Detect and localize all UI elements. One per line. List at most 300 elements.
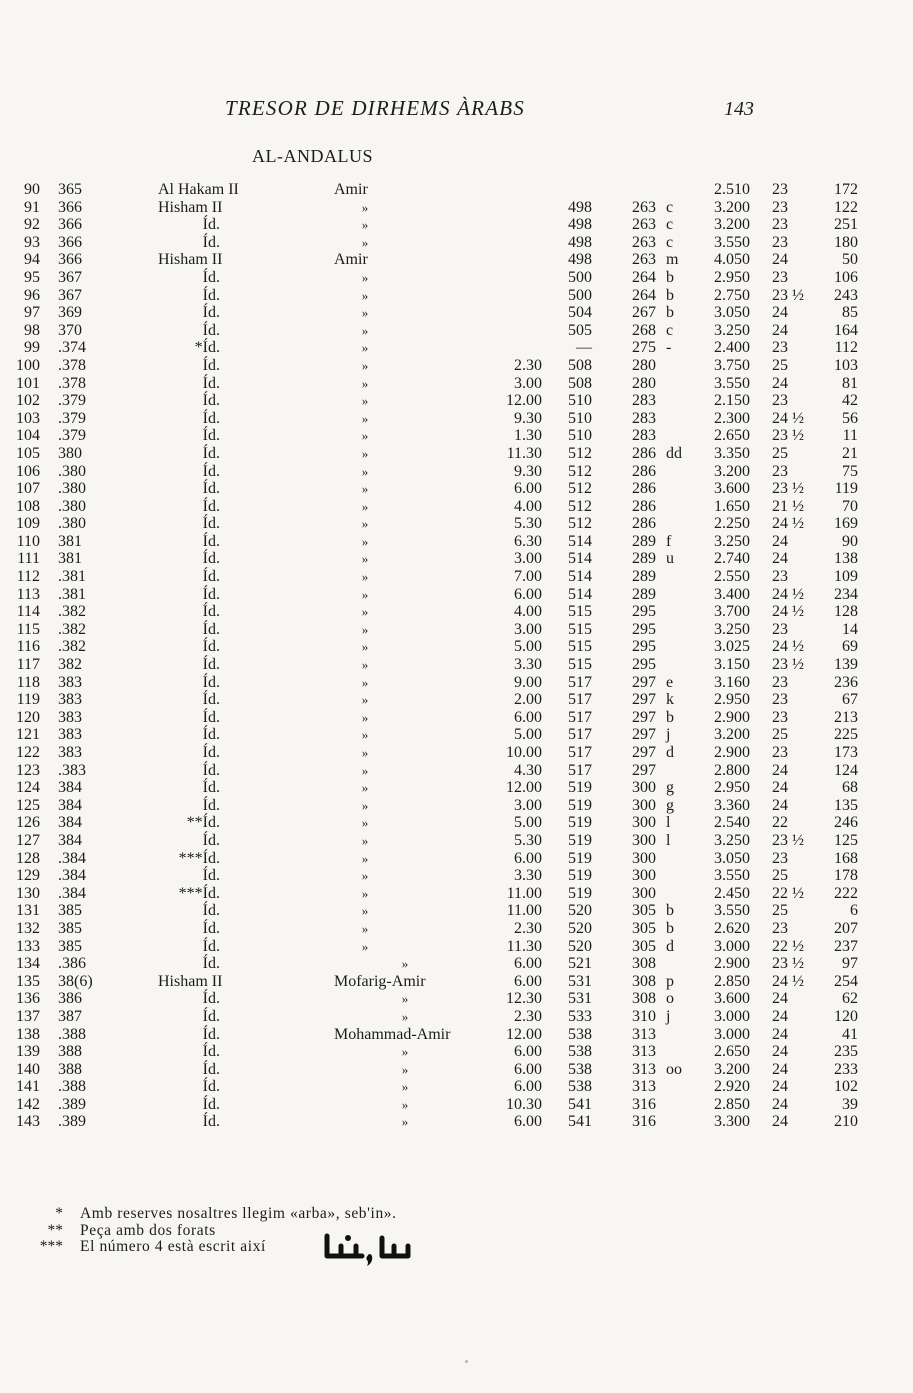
reference-a: 500 — [568, 268, 592, 286]
footnotes — [0, 1206, 913, 1256]
hijri-year: 383 — [58, 726, 82, 744]
ruler-title: » — [361, 340, 369, 356]
ruler-title: » — [401, 1079, 409, 1095]
row-number: 115 — [16, 620, 40, 638]
reference-b: 316 — [632, 1095, 656, 1113]
inventory-number: 119 — [834, 480, 858, 498]
die-axis-hour: 6.00 — [514, 1113, 542, 1131]
table-row — [0, 1043, 913, 1061]
reference-a: 505 — [568, 321, 592, 339]
ruler-title: » — [361, 709, 369, 725]
ruler-name: Íd. — [202, 691, 220, 709]
ruler-title: » — [361, 727, 369, 743]
weight-grams: 3.150 — [714, 656, 750, 674]
die-axis-hour: 12.30 — [506, 990, 542, 1008]
reference-a: 521 — [568, 955, 592, 973]
row-number: 138 — [16, 1025, 40, 1043]
inventory-number: 75 — [842, 462, 858, 480]
weight-grams: 2.300 — [714, 409, 750, 427]
reference-letter: e — [666, 673, 674, 691]
weight-grams: 3.550 — [714, 867, 750, 885]
table-row — [0, 797, 913, 815]
inventory-number: 222 — [834, 884, 858, 902]
weight-grams: 2.950 — [714, 779, 750, 797]
ruler-title: » — [361, 868, 369, 884]
ruler-name: Íd. — [202, 497, 220, 515]
reference-b: 295 — [632, 603, 656, 621]
hijri-year: 366 — [58, 198, 82, 216]
weight-grams: 3.160 — [714, 673, 750, 691]
inventory-number: 164 — [834, 321, 858, 339]
ruler-name: Íd. — [202, 867, 220, 885]
inventory-number: 39 — [842, 1095, 858, 1113]
table-row — [0, 568, 913, 586]
reference-b: 310 — [632, 1007, 656, 1025]
table-row — [0, 1026, 913, 1044]
table-row — [0, 832, 913, 850]
ruler-name: Íd. — [202, 708, 220, 726]
table-row — [0, 850, 913, 868]
ruler-name: Íd. — [202, 1078, 220, 1096]
inventory-number: 243 — [834, 286, 858, 304]
reference-a: 541 — [568, 1095, 592, 1113]
ruler-name: *Íd. — [194, 339, 220, 357]
inventory-number: 21 — [842, 444, 858, 462]
diameter-mm: 23 — [772, 233, 788, 251]
table-row — [0, 1096, 913, 1114]
section-title: AL-ANDALUS — [252, 146, 373, 166]
hijri-year: .382 — [58, 620, 86, 638]
diameter-mm: 22 — [772, 814, 788, 832]
ruler-title: » — [361, 569, 369, 585]
inventory-number: 225 — [834, 726, 858, 744]
ruler-name: Íd. — [202, 286, 220, 304]
ruler-title: » — [361, 745, 369, 760]
table-row — [0, 181, 913, 199]
ruler-name: Íd. — [202, 603, 220, 621]
reference-b: 297 — [632, 708, 656, 726]
inventory-number: 124 — [834, 761, 858, 779]
reference-letter: b — [666, 286, 674, 304]
ruler-name: Íd. — [202, 919, 220, 937]
reference-letter: p — [666, 972, 674, 990]
ruler-title: » — [361, 657, 369, 673]
diameter-mm: 23 — [772, 339, 788, 357]
hijri-year: 384 — [58, 796, 82, 814]
diameter-mm: 21 ½ — [772, 497, 804, 515]
reference-a: — — [576, 339, 592, 357]
ruler-name: Íd. — [202, 726, 220, 744]
footnote — [0, 1206, 913, 1223]
reference-letter: g — [666, 796, 674, 814]
ruler-name: Íd. — [202, 568, 220, 586]
ruler-title: » — [361, 516, 369, 532]
reference-a: 504 — [568, 304, 592, 322]
table-row — [0, 216, 913, 234]
hijri-year: 383 — [58, 673, 82, 691]
ruler-title: » — [361, 305, 369, 321]
hijri-year: 366 — [58, 216, 82, 234]
reference-a: 519 — [568, 779, 592, 797]
reference-letter: oo — [666, 1060, 682, 1078]
diameter-mm: 24 — [772, 374, 788, 392]
reference-b: 286 — [632, 480, 656, 498]
weight-grams: 3.025 — [714, 638, 750, 656]
diameter-mm: 23 — [772, 620, 788, 638]
table-row — [0, 885, 913, 903]
inventory-number: 135 — [834, 796, 858, 814]
weight-grams: 3.700 — [714, 603, 750, 621]
row-number: 113 — [16, 585, 40, 603]
reference-b: 268 — [632, 321, 656, 339]
die-axis-hour: 3.30 — [514, 656, 542, 674]
diameter-mm: 23 — [772, 268, 788, 286]
ruler-name: Íd. — [202, 392, 220, 410]
ruler-title: » — [361, 692, 369, 708]
table-row — [0, 445, 913, 463]
weight-grams: 3.600 — [714, 480, 750, 498]
weight-grams: 2.650 — [714, 1043, 750, 1061]
hijri-year: 369 — [58, 304, 82, 322]
reference-b: 275 — [632, 339, 656, 357]
hijri-year: 366 — [58, 233, 82, 251]
hijri-year: .380 — [58, 480, 86, 498]
reference-a: 520 — [568, 919, 592, 937]
row-number: 121 — [16, 726, 40, 744]
table-row — [0, 920, 913, 938]
inventory-number: 103 — [834, 356, 858, 374]
row-number: 137 — [16, 1007, 40, 1025]
footnote-text: Peça amb dos forats — [80, 1221, 216, 1239]
reference-a: 519 — [568, 867, 592, 885]
hijri-year: 38(6) — [58, 972, 93, 990]
reference-b: 297 — [632, 744, 656, 761]
die-axis-hour: 11.30 — [506, 444, 542, 462]
inventory-number: 109 — [834, 568, 858, 586]
row-number: 110 — [16, 532, 40, 550]
die-axis-hour: 1.30 — [514, 427, 542, 445]
weight-grams: 3.550 — [714, 233, 750, 251]
inventory-number: 122 — [834, 198, 858, 216]
weight-grams: 2.750 — [714, 286, 750, 304]
row-number: 96 — [24, 286, 40, 304]
weight-grams: 3.300 — [714, 1113, 750, 1131]
reference-letter: u — [666, 550, 674, 568]
reference-a: 517 — [568, 726, 592, 744]
row-number: 120 — [16, 708, 40, 726]
inventory-number: 56 — [842, 409, 858, 427]
reference-b: 300 — [632, 796, 656, 814]
reference-a: 512 — [568, 480, 592, 498]
reference-b: 286 — [632, 515, 656, 533]
row-number: 133 — [16, 937, 40, 955]
row-number: 142 — [16, 1095, 40, 1113]
reference-letter: g — [666, 779, 674, 797]
row-number: 124 — [16, 779, 40, 797]
die-axis-hour: 12.00 — [506, 1025, 542, 1043]
hijri-year: 383 — [58, 691, 82, 709]
diameter-mm: 24 — [772, 251, 788, 269]
ruler-name: Íd. — [202, 480, 220, 498]
weight-grams: 2.900 — [714, 744, 750, 761]
row-number: 136 — [16, 990, 40, 1008]
ruler-title: » — [361, 920, 369, 936]
die-axis-hour: 6.00 — [514, 585, 542, 603]
weight-grams: 2.620 — [714, 919, 750, 937]
inventory-number: 106 — [834, 268, 858, 286]
diameter-mm: 24 ½ — [772, 515, 804, 533]
ruler-title: » — [361, 621, 369, 637]
diameter-mm: 23 — [772, 198, 788, 216]
ruler-title: » — [361, 481, 369, 497]
weight-grams: 2.850 — [714, 972, 750, 990]
footnote — [0, 1239, 913, 1256]
ruler-title: » — [361, 903, 369, 919]
inventory-number: 42 — [842, 392, 858, 410]
reference-letter: f — [666, 532, 672, 550]
inventory-number: 112 — [834, 339, 858, 357]
ruler-title: Mohammad-Amir — [334, 1025, 451, 1043]
row-number: 95 — [24, 268, 40, 286]
hijri-year: 385 — [58, 919, 82, 937]
paper-speck — [465, 1360, 468, 1363]
diameter-mm: 23 — [772, 568, 788, 586]
ruler-name: Íd. — [202, 761, 220, 779]
row-number: 105 — [16, 444, 40, 462]
ruler-title: » — [361, 815, 369, 831]
reference-b: 295 — [632, 620, 656, 638]
ruler-title: » — [361, 287, 369, 303]
row-number: 132 — [16, 919, 40, 937]
reference-a: 517 — [568, 708, 592, 726]
ruler-name: Íd. — [202, 444, 220, 462]
weight-grams: 1.650 — [714, 497, 750, 515]
reference-letter: b — [666, 902, 674, 920]
reference-a: 512 — [568, 497, 592, 515]
table-row — [0, 955, 913, 973]
ruler-title: Mofarig-Amir — [334, 972, 426, 990]
reference-a: 531 — [568, 972, 592, 990]
reference-b: 289 — [632, 568, 656, 586]
ruler-title: » — [361, 674, 369, 690]
ruler-title: Amir — [334, 181, 368, 198]
table-row — [0, 709, 913, 727]
die-axis-hour: 6.30 — [514, 532, 542, 550]
diameter-mm: 23 — [772, 691, 788, 709]
reference-a: 498 — [568, 233, 592, 251]
row-number: 131 — [16, 902, 40, 920]
hijri-year: .384 — [58, 884, 86, 902]
ruler-name: Íd. — [202, 1025, 220, 1043]
ruler-title: Amir — [334, 251, 368, 269]
ruler-name: Íd. — [202, 955, 220, 973]
die-axis-hour: 3.00 — [514, 620, 542, 638]
ruler-name: Íd. — [202, 1113, 220, 1131]
hijri-year: .383 — [58, 761, 86, 779]
reference-b: 289 — [632, 585, 656, 603]
footnote-mark: * — [55, 1205, 63, 1222]
row-number: 130 — [16, 884, 40, 902]
diameter-mm: 25 — [772, 867, 788, 885]
inventory-number: 97 — [842, 955, 858, 973]
weight-grams: 3.000 — [714, 1025, 750, 1043]
diameter-mm: 24 ½ — [772, 603, 804, 621]
table-row — [0, 779, 913, 797]
reference-a: 541 — [568, 1113, 592, 1131]
reference-b: 308 — [632, 955, 656, 973]
weight-grams: 2.400 — [714, 339, 750, 357]
die-axis-hour: 3.00 — [514, 796, 542, 814]
ruler-name: ***Íd. — [178, 849, 220, 867]
row-number: 97 — [24, 304, 40, 322]
diameter-mm: 25 — [772, 356, 788, 374]
ruler-name: Al Hakam II — [158, 181, 239, 198]
diameter-mm: 24 — [772, 532, 788, 550]
reference-a: 510 — [568, 392, 592, 410]
diameter-mm: 23 — [772, 849, 788, 867]
ruler-name: Íd. — [202, 532, 220, 550]
reference-b: 313 — [632, 1025, 656, 1043]
hijri-year: .384 — [58, 867, 86, 885]
diameter-mm: 23 — [772, 919, 788, 937]
ruler-name: **Íd. — [186, 814, 220, 832]
table-row — [0, 1008, 913, 1026]
hijri-year: 370 — [58, 321, 82, 339]
table-row — [0, 867, 913, 885]
weight-grams: 2.650 — [714, 427, 750, 445]
ruler-name: Íd. — [202, 1007, 220, 1025]
reference-a: 519 — [568, 796, 592, 814]
hijri-year: .378 — [58, 356, 86, 374]
footnote-mark: *** — [39, 1238, 63, 1256]
diameter-mm: 23 ½ — [772, 831, 804, 849]
row-number: 108 — [16, 497, 40, 515]
reference-b: 286 — [632, 444, 656, 462]
reference-a: 533 — [568, 1007, 592, 1025]
diameter-mm: 23 — [772, 181, 788, 198]
reference-a: 519 — [568, 814, 592, 832]
ruler-title: » — [401, 1044, 409, 1060]
reference-b: 286 — [632, 497, 656, 515]
ruler-title: » — [401, 991, 409, 1007]
reference-a: 519 — [568, 884, 592, 902]
diameter-mm: 23 ½ — [772, 656, 804, 674]
reference-b: 300 — [632, 814, 656, 832]
table-row — [0, 515, 913, 533]
ruler-title: » — [361, 797, 369, 813]
diameter-mm: 23 ½ — [772, 286, 804, 304]
ruler-name: Íd. — [202, 1095, 220, 1113]
inventory-number: 213 — [834, 708, 858, 726]
footnote-text: El número 4 està escrit així — [80, 1238, 266, 1256]
ruler-name: Íd. — [202, 515, 220, 533]
table-row — [0, 814, 913, 832]
inventory-number: 67 — [842, 691, 858, 709]
diameter-mm: 23 — [772, 216, 788, 234]
weight-grams: 3.200 — [714, 726, 750, 744]
weight-grams: 3.550 — [714, 902, 750, 920]
reference-a: 508 — [568, 356, 592, 374]
reference-a: 517 — [568, 691, 592, 709]
inventory-number: 14 — [842, 620, 858, 638]
running-title: TRESOR DE DIRHEMS ÀRABS — [225, 96, 525, 120]
table-row — [0, 762, 913, 780]
inventory-number: 11 — [842, 427, 858, 445]
row-number: 129 — [16, 867, 40, 885]
inventory-number: 234 — [834, 585, 858, 603]
row-number: 94 — [24, 251, 40, 269]
diameter-mm: 25 — [772, 444, 788, 462]
page-header — [0, 96, 913, 126]
footnote-text: Amb reserves nosaltres llegim «arba», seb'in». — [80, 1205, 397, 1222]
ruler-name: Íd. — [202, 673, 220, 691]
reference-b: 263 — [632, 251, 656, 269]
row-number: 139 — [16, 1043, 40, 1061]
ruler-title: » — [361, 885, 369, 901]
ruler-name: Hisham II — [158, 251, 223, 269]
row-number: 128 — [16, 849, 40, 867]
weight-grams: 3.000 — [714, 937, 750, 955]
inventory-number: 90 — [842, 532, 858, 550]
table-row — [0, 1113, 913, 1131]
inventory-number: 237 — [834, 937, 858, 955]
reference-a: 517 — [568, 761, 592, 779]
die-axis-hour: 12.00 — [506, 392, 542, 410]
reference-letter: d — [666, 937, 674, 955]
table-row — [0, 199, 913, 217]
reference-b: 297 — [632, 691, 656, 709]
table-row — [0, 550, 913, 568]
hijri-year: 385 — [58, 902, 82, 920]
weight-grams: 3.350 — [714, 444, 750, 462]
hijri-year: 388 — [58, 1043, 82, 1061]
inventory-number: 128 — [834, 603, 858, 621]
weight-grams: 2.950 — [714, 268, 750, 286]
reference-b: 313 — [632, 1078, 656, 1096]
hijri-year: .382 — [58, 603, 86, 621]
footnote — [0, 1223, 913, 1240]
die-axis-hour: 5.00 — [514, 638, 542, 656]
weight-grams: 3.200 — [714, 462, 750, 480]
hijri-year: .388 — [58, 1025, 86, 1043]
reference-letter: b — [666, 268, 674, 286]
ruler-title: » — [361, 445, 369, 461]
reference-b: 295 — [632, 656, 656, 674]
weight-grams: 2.150 — [714, 392, 750, 410]
row-number: 91 — [24, 198, 40, 216]
die-axis-hour: 11.00 — [506, 884, 542, 902]
ruler-name: Íd. — [202, 990, 220, 1008]
die-axis-hour: 4.00 — [514, 603, 542, 621]
weight-grams: 3.050 — [714, 304, 750, 322]
reference-a: 517 — [568, 744, 592, 761]
reference-a: 515 — [568, 638, 592, 656]
hijri-year: 385 — [58, 937, 82, 955]
ruler-name: Íd. — [202, 1060, 220, 1078]
weight-grams: 3.200 — [714, 216, 750, 234]
weight-grams: 3.000 — [714, 1007, 750, 1025]
weight-grams: 2.250 — [714, 515, 750, 533]
hijri-year: 383 — [58, 708, 82, 726]
reference-b: 264 — [632, 268, 656, 286]
reference-a: 498 — [568, 251, 592, 269]
row-number: 125 — [16, 796, 40, 814]
reference-letter: k — [666, 691, 674, 709]
ruler-name: Íd. — [202, 585, 220, 603]
reference-letter: c — [666, 198, 674, 216]
diameter-mm: 24 — [772, 1078, 788, 1096]
inventory-number: 102 — [834, 1078, 858, 1096]
